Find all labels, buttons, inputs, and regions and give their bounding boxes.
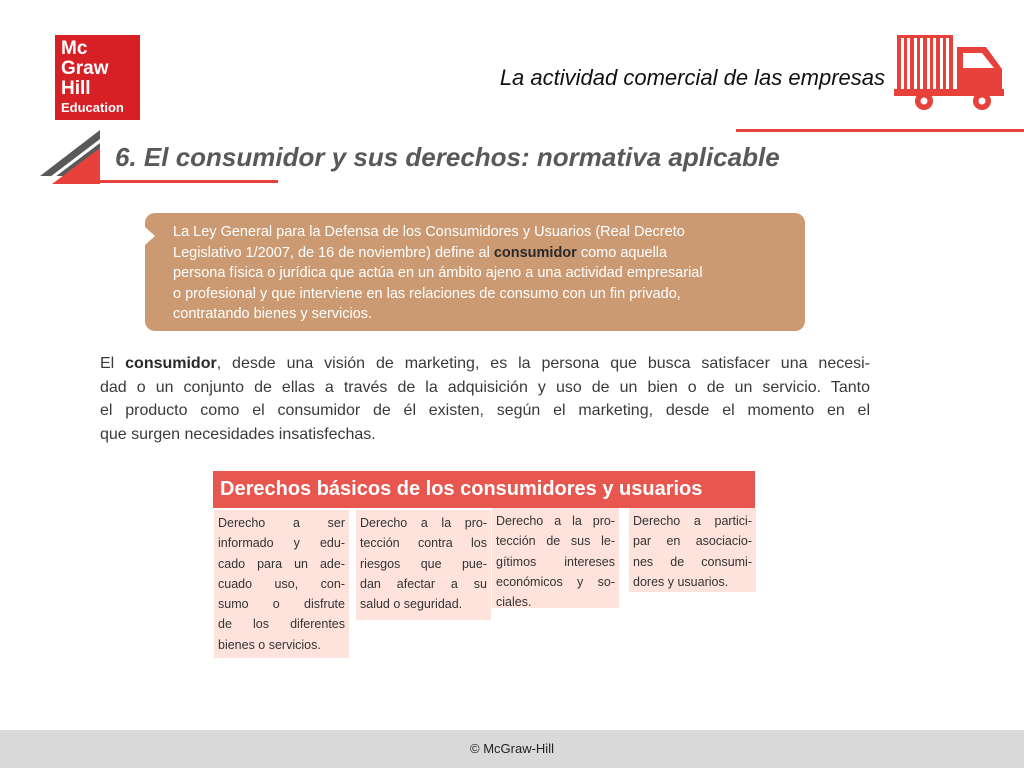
paragraph-line: que surgen necesidades insatisfechas. xyxy=(100,425,376,443)
paragraph-text: El xyxy=(100,355,126,372)
paragraph-line: el producto como el consumidor de él existen, según el marketing, desde el momento en el xyxy=(100,402,870,419)
section-title: 6. El consumidor y sus derechos: normativa aplicable xyxy=(115,142,780,172)
definition-line: o profesional y que interviene en las relaciones de consumo con un fin privado, xyxy=(173,285,681,302)
truck-icon xyxy=(894,33,1006,113)
definition-line: persona física o jurídica que actúa en un ámbito ajeno a una actividad empresarial xyxy=(173,265,703,281)
cell-line: tección de sus le- xyxy=(496,534,615,549)
cell-line: Derecho a ser xyxy=(218,516,345,530)
cell-line: ciales. xyxy=(496,595,532,610)
section-title-underline xyxy=(100,180,278,183)
cell-line: Derecho a la pro- xyxy=(360,516,487,530)
cell-line: salud o seguridad. xyxy=(360,597,463,612)
logo-line-graw: Graw xyxy=(61,58,109,79)
definition-term-consumidor: consumidor xyxy=(493,244,577,261)
right-cell-protection-health xyxy=(356,510,491,620)
definition-box xyxy=(145,213,805,331)
cell-line: dores y usuarios. xyxy=(633,574,729,589)
cell-line: económicos y so- xyxy=(496,574,615,589)
footer-bar xyxy=(0,730,1024,768)
cell-line: dan afectar a su xyxy=(360,576,487,591)
marketing-paragraph xyxy=(100,352,870,446)
cell-line: informado y edu- xyxy=(218,536,345,551)
definition-text: Legislativo 1/2007, de 16 de noviembre) define al xyxy=(173,244,494,261)
cell-line: par en asociacio- xyxy=(633,534,752,549)
cell-line: Derecho a partici- xyxy=(633,514,752,528)
cell-line: de los diferentes xyxy=(218,617,345,632)
header-divider xyxy=(736,129,1024,132)
paragraph-line xyxy=(100,352,870,376)
logo-line-education: Education xyxy=(61,100,124,115)
cell-line: bienes o servicios. xyxy=(218,637,321,652)
logo-line-mc: Mc xyxy=(61,38,88,59)
right-cell-associations xyxy=(629,508,756,592)
paragraph-text: , desde una visión de marketing, es la persona que busca satisfacer una necesi- xyxy=(216,355,870,372)
cell-line: tección contra los xyxy=(360,536,487,551)
paragraph-term-consumidor: consumidor xyxy=(125,355,217,372)
cell-line: sumo o disfrute xyxy=(218,597,345,612)
rights-table-header: Derechos básicos de los consumidores y usuarios xyxy=(213,471,755,508)
cell-line: cuado uso, con- xyxy=(218,576,345,591)
definition-line: contratando bienes y servicios. xyxy=(173,306,373,322)
definition-line: La Ley General para la Defensa de los Consumidores y Usuarios (Real Decreto xyxy=(173,224,685,240)
definition-box-notch xyxy=(145,227,155,245)
cell-line: gítimos intereses xyxy=(496,554,615,569)
definition-text: como aquella xyxy=(576,244,668,261)
header-title: La actividad comercial de las empresas xyxy=(499,65,885,90)
right-cell-economic-interests xyxy=(492,508,619,608)
cell-line: Derecho a la pro- xyxy=(496,514,615,528)
cell-line: riesgos que pue- xyxy=(360,556,487,571)
right-cell-information xyxy=(214,510,349,658)
logo-line-hill: Hill xyxy=(61,78,91,99)
cell-line: nes de consumi- xyxy=(633,554,752,569)
definition-line xyxy=(173,243,785,264)
paragraph-line: dad o un conjunto de ellas a través de la adquisición y uso de un bien o de un servicio. Tanto xyxy=(100,378,870,396)
cell-line: cado para un ade- xyxy=(218,556,345,571)
triangle-decoration-icon xyxy=(38,128,102,186)
footer-copyright: © McGraw-Hill xyxy=(470,741,554,756)
mcgraw-hill-education-logo xyxy=(55,35,140,120)
